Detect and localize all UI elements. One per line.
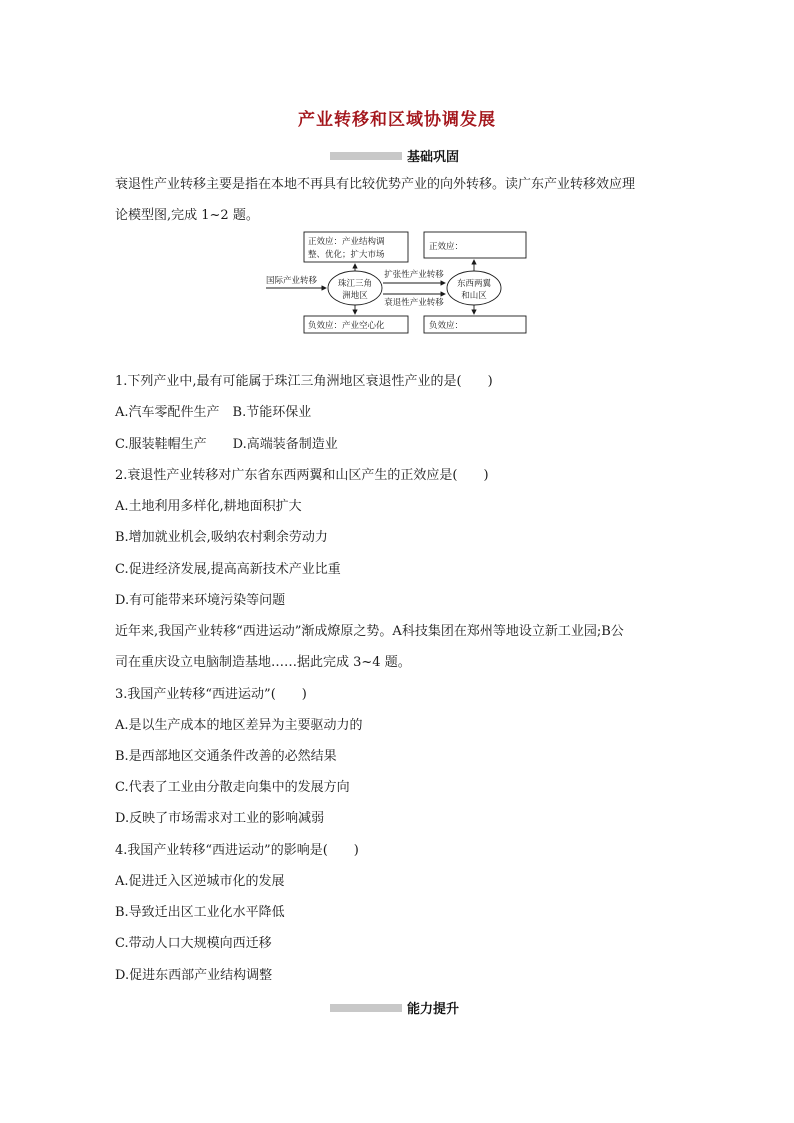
answer-options-row: A.汽车零配件生产 B.节能环保业: [115, 405, 312, 420]
question-stem: 3.我国产业转移“西进运动”( ): [115, 687, 307, 702]
question-stem: 1.下列产业中,最有可能属于珠江三角洲地区衰退性产业的是( ): [115, 374, 493, 389]
section-header-advanced: [0, 998, 794, 1018]
intro-text-line: 衰退性产业转移主要是指在本地不再具有比较优势产业的向外转移。读广东产业转移效应理: [115, 177, 636, 192]
region-right-line1: 东西两翼: [456, 279, 492, 289]
intro-text-line: 司在重庆设立电脑制造基地……据此完成 3~4 题。: [115, 655, 411, 670]
decline-transfer-label: 衰退性产业转移: [384, 298, 444, 308]
answer-option: A.促进迁入区逆城市化的发展: [115, 874, 285, 889]
answer-option: B.增加就业机会,吸纳农村剩余劳动力: [115, 530, 328, 545]
positive-effect-left-line2: 整、优化；扩大市场: [308, 250, 385, 260]
question-stem: 2.衰退性产业转移对广东省东西两翼和山区产生的正效应是( ): [115, 468, 489, 483]
intro-text-line: 论模型图,完成 1~2 题。: [115, 208, 259, 223]
region-left-line1: 珠江三角: [337, 279, 373, 289]
negative-effect-right-label: 负效应：: [429, 321, 464, 331]
answer-option: A.土地利用多样化,耕地面积扩大: [115, 499, 302, 514]
section-label: 基础巩固: [407, 150, 460, 165]
section-header-basic: [0, 146, 794, 166]
answer-options-row: C.服装鞋帽生产 D.高端装备制造业: [115, 437, 338, 452]
answer-option: D.反映了市场需求对工业的影响减弱: [115, 811, 325, 826]
expansion-transfer-label: 扩张性产业转移: [384, 270, 444, 280]
industry-transfer-diagram: [262, 230, 532, 336]
intro-text-line: 近年来,我国产业转移“西进运动”渐成燎原之势。A科技集团在郑州等地设立新工业园;B公: [115, 624, 624, 639]
answer-option: C.带动人口大规模向西迁移: [115, 936, 272, 951]
region-left-line2: 洲地区: [342, 291, 368, 301]
answer-option: A.是以生产成本的地区差异为主要驱动力的: [115, 718, 363, 733]
answer-option: C.代表了工业由分散走向集中的发展方向: [115, 780, 350, 795]
answer-option: C.促进经济发展,提高高新技术产业比重: [115, 562, 341, 577]
negative-effect-left-label: 负效应：产业空心化: [308, 321, 385, 331]
answer-option: B.是西部地区交通条件改善的必然结果: [115, 749, 337, 764]
answer-option: D.促进东西部产业结构调整: [115, 968, 273, 983]
answer-option: B.导致迁出区工业化水平降低: [115, 905, 285, 920]
international-transfer-label: 国际产业转移: [266, 276, 318, 286]
answer-option: D.有可能带来环境污染等问题: [115, 593, 286, 608]
positive-effect-left-line1: 正效应：产业结构调: [308, 237, 385, 247]
section-bar: [330, 1004, 402, 1012]
region-right-line2: 和山区: [461, 291, 487, 301]
page-title: 产业转移和区域协调发展: [298, 110, 496, 130]
section-label: 能力提升: [407, 1002, 460, 1017]
positive-effect-right-label: 正效应：: [429, 242, 464, 252]
question-stem: 4.我国产业转移“西进运动”的影响是( ): [115, 843, 359, 858]
section-bar: [330, 152, 402, 160]
